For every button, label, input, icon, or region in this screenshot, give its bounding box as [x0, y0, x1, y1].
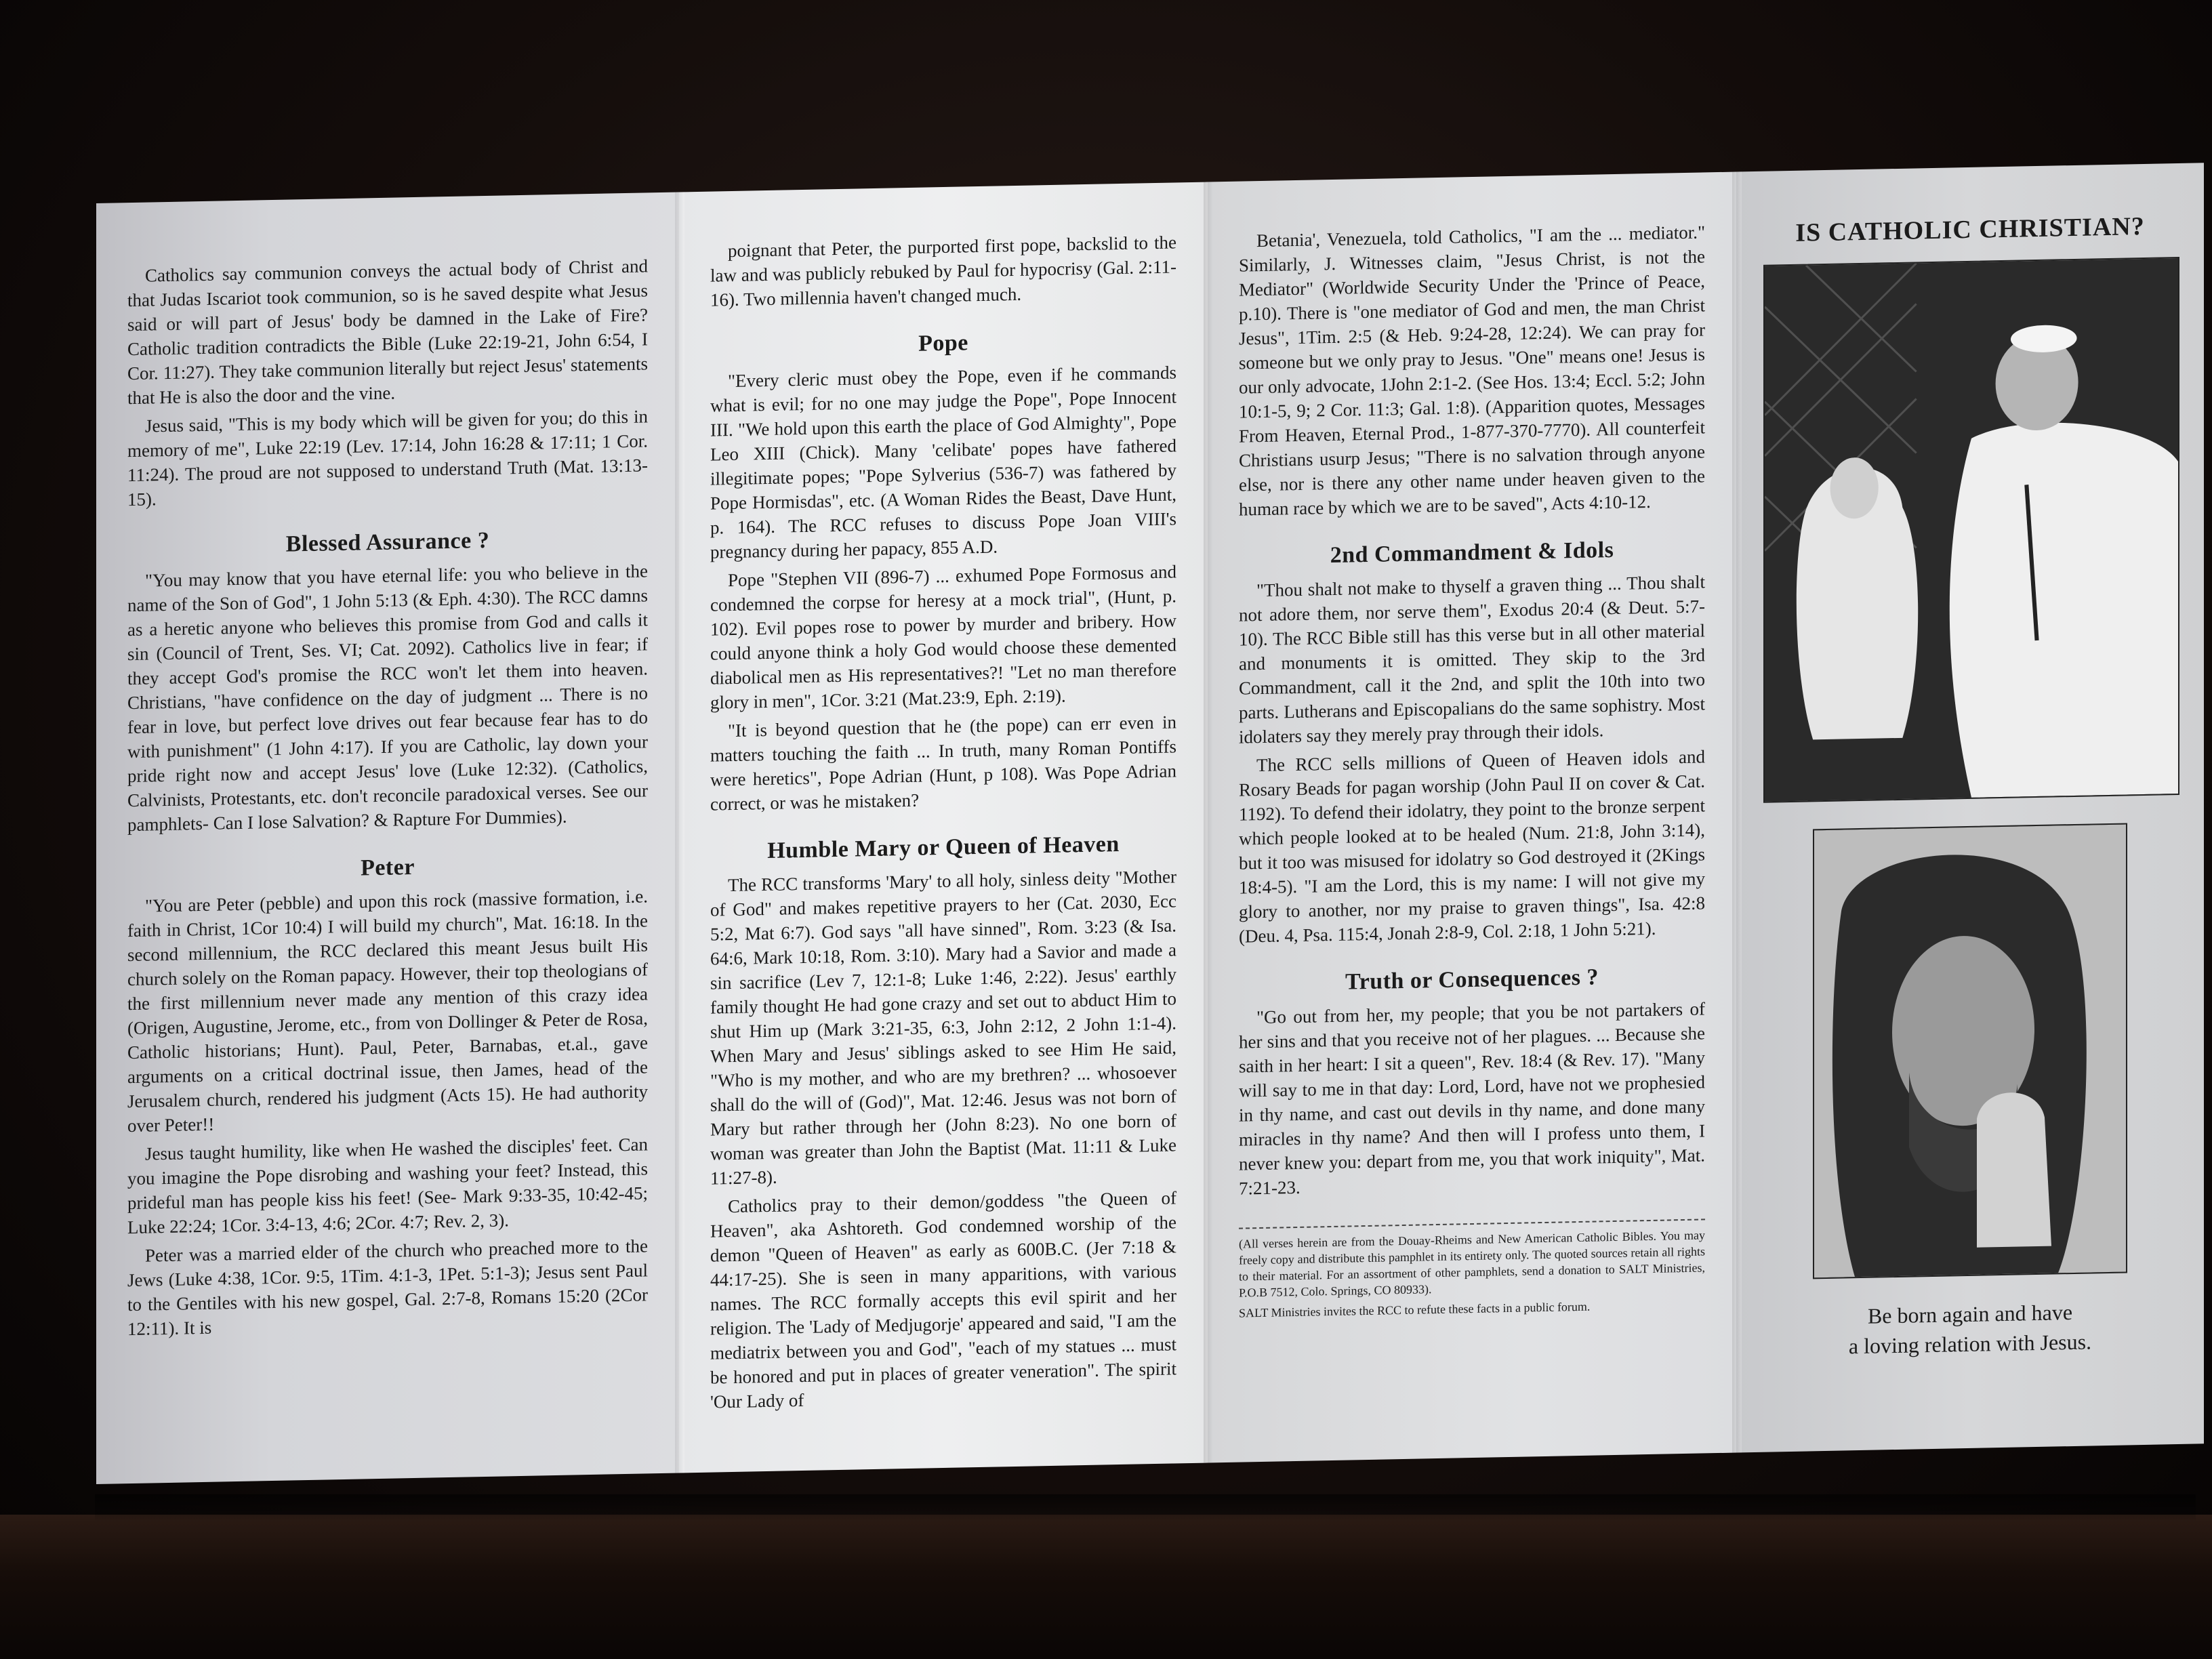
- fold-crease-2: [1204, 182, 1213, 1462]
- footnote-divider: [1239, 1218, 1705, 1229]
- communion-paragraph: Catholics say communion conveys the actual body of Christ and that Judas Iscariot took communion, so is he saved despite what Jesus said or will part of Jesus' body be damned in the Lake of Fire? Catholic tradition contradicts the Bible (Luke 22:19-21, John 6:54, I Cor. 11:27). They take communion literally but reject Jesus' statements that He is also the door and the vine.: [127, 255, 648, 409]
- cover-title: IS CATHOLIC CHRISTIAN?: [1795, 211, 2145, 247]
- fold-crease-1: [675, 192, 684, 1473]
- truth-paragraph: "Go out from her, my people; that you be not partakers of her sins and that you receive not of her plagues. ... Because she saith in her heart: I sit a queen", Rev. 18:4 (& Rev. 17). "Many will say to me in that day: Lord, Lord, have not we prophesied in thy name, and cast out devils in thy name, and done many miracles in thy name? And then will I profess unto them, I never knew you: depart from me, you that work iniquity", Mat. 7:21-23.: [1239, 998, 1705, 1199]
- footnote-invitation: SALT Ministries invites the RCC to refute these facts in a public forum.: [1239, 1299, 1591, 1320]
- peter-paragraph-3: Peter was a married elder of the church who preached more to the Jews (Luke 4:38, 1Cor. 9:5, 1Tim. 4:1-3, 1Pet. 5:1-3); Jesus sent Paul to the Gentiles with his new gospel, Gal. 2:7-8, Romans 15:20 (2Cor 12:11). It is: [127, 1235, 648, 1340]
- blessed-assurance-heading: Blessed Assurance ?: [285, 527, 490, 557]
- caption-line-1: Be born again and have: [1867, 1300, 2073, 1328]
- idols-heading: 2nd Commandment & Idols: [1330, 537, 1614, 569]
- pope-heading: Pope: [918, 330, 968, 356]
- pope-paragraph-1: "Every cleric must obey the Pope, even if he commands what is evil; for no one may judge the Pope", Pope Innocent III. "We hold upon this earth the place of God Almighty", Pope Leo XIII (Chick). Many 'celibate' popes have fathered illegitimate popes; "Pope Sylverius (536-7) was fathered by Pope Hormisdas", etc. (A Woman Rides the Beast, Dave Hunt, p. 164). The RCC refuses to discuss Pope Joan VIII's pregnancy during her papacy, 855 A.D.: [710, 362, 1176, 562]
- peter-paragraph-1: "You are Peter (pebble) and upon this rock (massive formation, i.e. faith in Christ, 1Cor 10:4) I will build my church", Mat. 16:18. In the second millennium, the RCC declared this meant Jesus built His church solely on the Roman papacy. However, their top theologians of the first millennium never made any mention of this crazy idea (Origen, Augustine, Jerome, etc., from von Dollinger & Peter de Rosa, Catholic historians; Hunt). Paul, Peter, Barnabas, et.al., gave arguments on a critical doctrinal issue, then James, head of the Jerusalem church, rendered his judgment (Acts 15). He had authority over Peter!!: [127, 886, 648, 1136]
- pope-paragraph-3: "It is beyond question that he (the pope) can err even in matters touching the faith ... In truth, many Roman Pontiffs were heretics", Pope Adrian (Hunt, p 108). Was Pope Adrian correct, or was he mistaken?: [710, 712, 1176, 815]
- truth-heading: Truth or Consequences ?: [1345, 964, 1599, 995]
- panel-1: [96, 192, 679, 1484]
- mediator-paragraph: Betania', Venezuela, told Catholics, "I am the ... mediator." Similarly, J. Witnesses claim, "Jesus Christ, is not the Mediator" (Worldwide Security Under the 'Prince of Peace, p.10). There is "one mediator of God and men, the man Christ Jesus", 1Tim. 2:5 (& Heb. 9:24-28, 12:24). We can pray for someone but we only pray to Jesus. "One" means one! Jesus is our only advocate, 1John 2:1-2. (See Hos. 13:4; Eccl. 5:2; John 10:1-5, 9; 2 Cor. 11:3; Gal. 1:8). (Apparition quotes, Messages From Heaven, Eternal Prod., 1-877-370-7770). All counterfeit Christians usurp Jesus; "There is no salvation through anyone else, nor is there any other name under heaven given to the human race by which we are to be saved", Acts 4:10-12.: [1239, 222, 1705, 520]
- brochure-shadow: [95, 1494, 2196, 1521]
- mary-paragraph-1: The RCC transforms 'Mary' to all holy, sinless deity "Mother of God" and makes repetitive prayers to her (Cat. 2030, Ecc 5:2, Mat 6:7). God says "all have sinned", Rom. 3:23 (& Isa. 64:6, Mark 10:18, Rom. 3:10). Mary had a Savior and made a sin sacrifice (Lev 7, 12:1-8; Luke 1:46, 2:22). Jesus' earthly family thought He had gone crazy and set out to abduct Him to shut Him up (Mark 3:21-35, 6:3, John 2:12, 2 John 1:1-4). When Mary and Jesus' siblings asked to see Him He said, "Who is my mother, and who are my brethren? ... whosoever shall do the will of (God)", Mat. 12:46. Jesus was not born of Mary but rather through her (John 8:23). No one born of woman was greater than John the Baptist (Mat. 11:11 & Luke 11:27-8).: [710, 866, 1176, 1189]
- cover-caption: [1763, 1295, 2177, 1363]
- table-surface: [0, 1515, 2212, 1659]
- peter-heading: Peter: [361, 854, 415, 881]
- blessed-assurance-text: "You may know that you have eternal life: you who believe in the name of the Son of God", 1 John 5:13 (& Eph. 4:30). The RCC damns as a heretic anyone who believes this promise from God and calls it sin (Council of Trent, Ses. VI; Cat. 2092). Catholics live in fear; if they accept God's promise the RCC won't let them into heaven. Christians, "have confidence on the day of judgment ... There is no fear in love, but perfect love drives out fear because fear has to do with punishment" (1 John 4:17). If you are Catholic, lay down your pride right now and accept Jesus' love (Luke 12:32). (Catholics, Calvinists, Protestants, etc. don't reconcile paradoxical verses. See our pamphlets- Can I lose Salvation? & Rapture For Dummies).: [127, 560, 648, 836]
- panel-3: [1208, 172, 1736, 1463]
- jesus-praying-photo-art: [1814, 824, 2126, 1277]
- idols-paragraph-1: "Thou shalt not make to thyself a graven thing ... Thou shalt not adore them, nor serve them", Exodus 20:4 (& Deut. 5:7-10). The RCC Bible still has this verse but in all other material and monuments it is omitted. They skip to the 3rd Commandment, call it the 2nd, and split the 10th into two parts. Lutherans and Episcopalians do the same sophistry. Most idolaters say they merely pray through their idols.: [1239, 571, 1705, 747]
- fold-crease-3: [1732, 171, 1742, 1452]
- pope-paragraph-2: Pope "Stephen VII (896-7) ... exhumed Pope Formosus and condemned the corpse for heresy at a mock trial", (Hunt, p. 102). Evil popes rose to power by murder and bribery. How could anyone think a holy God would choose these demented diabolical men as His representatives?! "Let no man therefore glory in men", 1Cor. 3:21 (Mat.23:9, Eph. 2:19).: [710, 561, 1176, 713]
- footnotes: [1239, 1227, 1705, 1321]
- footnote-sources: (All verses herein are from the Douay-Rheims and New American Catholic Bibles. You may freely copy and distribute this pamphlet in its entirety only. The quoted sources retain all rights to their material. For an assortment of other pamphlets, send a donation to SALT Ministries, P.O.B 7512, Colo. Springs, CO 80933).: [1239, 1228, 1705, 1300]
- panel-2: [679, 182, 1208, 1473]
- jesus-praying-photo: [1813, 823, 2127, 1279]
- mary-paragraph-2: Catholics pray to their demon/goddess "the Queen of Heaven", aka Ashtoreth. God condemned worship of the demon "Queen of Heaven" as early as 600B.C. (Jer 7:18 & 44:17-25). She is seen in many apparitions, with various names. The RCC formally accepts this evil spirit and her religion. The 'Lady of Medjugorje' appeared and said, "I am the mediatrix between you and God", "each of my statues ... must be honored and put in places of greater veneration". The spirit 'Our Lady of: [710, 1187, 1176, 1412]
- poignant-paragraph: poignant that Peter, the purported first pope, backslid to the law and was publicly rebuked by Paul for hypocrisy (Gal. 2:11-16). Two millennia haven't changed much.: [710, 232, 1176, 310]
- jesus-said-paragraph: Jesus said, "This is my body which will be given for you; do this in memory of me", Luke 22:19 (Lev. 17:14, John 16:28 & 17:11; 1 Cor. 11:24). The proud are not supposed to understand Truth (Mat. 13:13-15).: [127, 406, 648, 510]
- panel-cover: [1736, 163, 2204, 1452]
- peter-paragraph-2: Jesus taught humility, like when He washed the disciples' feet. Can you imagine the Pope disrobing and washing your feet? Instead, this prideful man has people kiss his feet! (See- Mark 9:33-35, 10:42-45; Luke 22:24; 1Cor. 3:4-13, 4:6; 2Cor. 4:7; Rev. 2, 3).: [127, 1134, 648, 1238]
- pope-statue-photo: [1763, 257, 2179, 803]
- pope-statue-photo-art: [1765, 258, 2178, 802]
- caption-line-2: a loving relation with Jesus.: [1848, 1329, 2092, 1359]
- idols-paragraph-2: The RCC sells millions of Queen of Heaven idols and Rosary Beads for pagan worship (John Paul II on cover & Cat. 1192). To defend their idolatry, they point to the bronze serpent which people looked at to be healed (Num. 21:8, John 3:14), but it too was misused for idolatry so God destroyed it (2Kings 18:4-5). "I am the Lord, this is my name: I will not give my glory to another, nor my praise to graven things", Isa. 42:8 (Deu. 4, Psa. 115:4, Jonah 2:8-9, Col. 2:18, 1 John 5:21).: [1239, 746, 1705, 947]
- humble-mary-heading: Humble Mary or Queen of Heaven: [767, 832, 1120, 863]
- pamphlet: [96, 149, 2204, 1498]
